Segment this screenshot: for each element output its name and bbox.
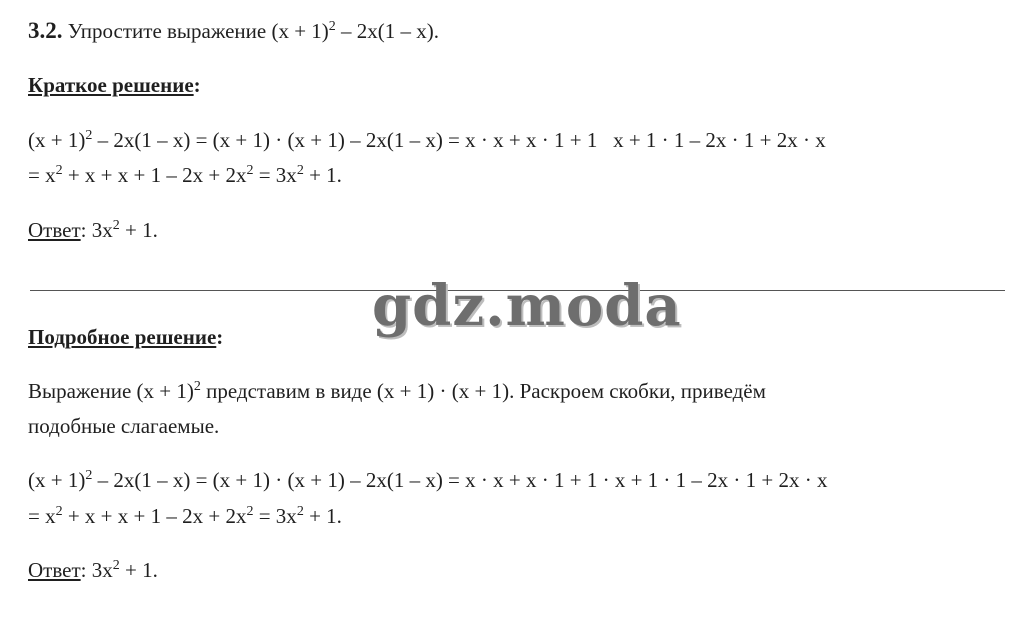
detailed-solution-title-colon: : — [216, 325, 224, 349]
equation-text: + 1. — [303, 504, 342, 528]
equation-exponent: 2 — [85, 128, 93, 143]
equation-text: = 3x — [253, 163, 297, 187]
task-exponent: 2 — [328, 19, 336, 34]
equation-exponent: 2 — [55, 504, 63, 519]
paragraph-text: представим в виде (x + 1) · (x + 1). Раскроем скобки, приведём — [200, 379, 766, 403]
detailed-solution-answer — [28, 557, 158, 583]
short-solution-title-colon: : — [193, 73, 201, 97]
detailed-solution-paragraph-line-1 — [28, 378, 766, 404]
equation-exponent: 2 — [296, 163, 304, 178]
paragraph-text: подобные слагаемые. — [28, 414, 220, 438]
equation-text: – 2x(1 – x) = (x + 1) · (x + 1) – 2x(1 – x) = x · x + x · 1 + 1 · x + 1 · 1 – 2x · 1 + 2x · x — [92, 468, 828, 492]
equation-exponent: 2 — [246, 504, 254, 519]
detailed-solution-heading — [28, 324, 223, 350]
detailed-solution-title: Подробное решение — [28, 325, 217, 349]
task-number: 3.2. — [28, 18, 63, 43]
equation-exponent: 2 — [296, 504, 304, 519]
paragraph-text: Выражение (x + 1) — [28, 379, 194, 403]
short-solution-equation-line-2 — [28, 162, 342, 188]
equation-text: + x + x + 1 – 2x + 2x — [62, 504, 247, 528]
answer-exponent: 2 — [112, 218, 120, 233]
answer-label: Ответ — [28, 218, 81, 242]
equation-exponent: 2 — [85, 468, 93, 483]
answer-exponent: 2 — [112, 558, 120, 573]
answer-text: + 1. — [119, 558, 158, 582]
equation-text: + x + x + 1 – 2x + 2x — [62, 163, 247, 187]
equation-text: = x — [28, 504, 56, 528]
short-solution-answer — [28, 217, 158, 243]
answer-text: + 1. — [119, 218, 158, 242]
task-statement — [28, 18, 439, 44]
answer-label: Ответ — [28, 558, 81, 582]
detailed-solution-paragraph-line-2 — [28, 413, 219, 439]
paragraph-exponent: 2 — [193, 379, 201, 394]
task-text-part: – 2x(1 – x). — [335, 19, 440, 43]
task-text-part: Упростите выражение (x + 1) — [62, 19, 329, 43]
equation-text: – 2x(1 – x) = (x + 1) · (x + 1) – 2x(1 – x) = x · x + x · 1 + 1 x + 1 · 1 – 2x · 1 + 2x · x — [92, 128, 826, 152]
answer-text: : 3x — [80, 558, 113, 582]
equation-exponent: 2 — [246, 163, 254, 178]
answer-text: : 3x — [80, 218, 113, 242]
equation-text: = x — [28, 163, 56, 187]
equation-text: (x + 1) — [28, 128, 86, 152]
equation-exponent: 2 — [55, 163, 63, 178]
short-solution-heading — [28, 72, 201, 98]
detailed-solution-equation-line-1 — [28, 467, 828, 493]
short-solution-title: Краткое решение — [28, 73, 194, 97]
watermark-logo: gdz.moda — [372, 273, 682, 339]
detailed-solution-equation-line-2 — [28, 503, 342, 529]
short-solution-equation-line-1 — [28, 127, 826, 153]
equation-text: (x + 1) — [28, 468, 86, 492]
equation-text: = 3x — [253, 504, 297, 528]
equation-text: + 1. — [303, 163, 342, 187]
